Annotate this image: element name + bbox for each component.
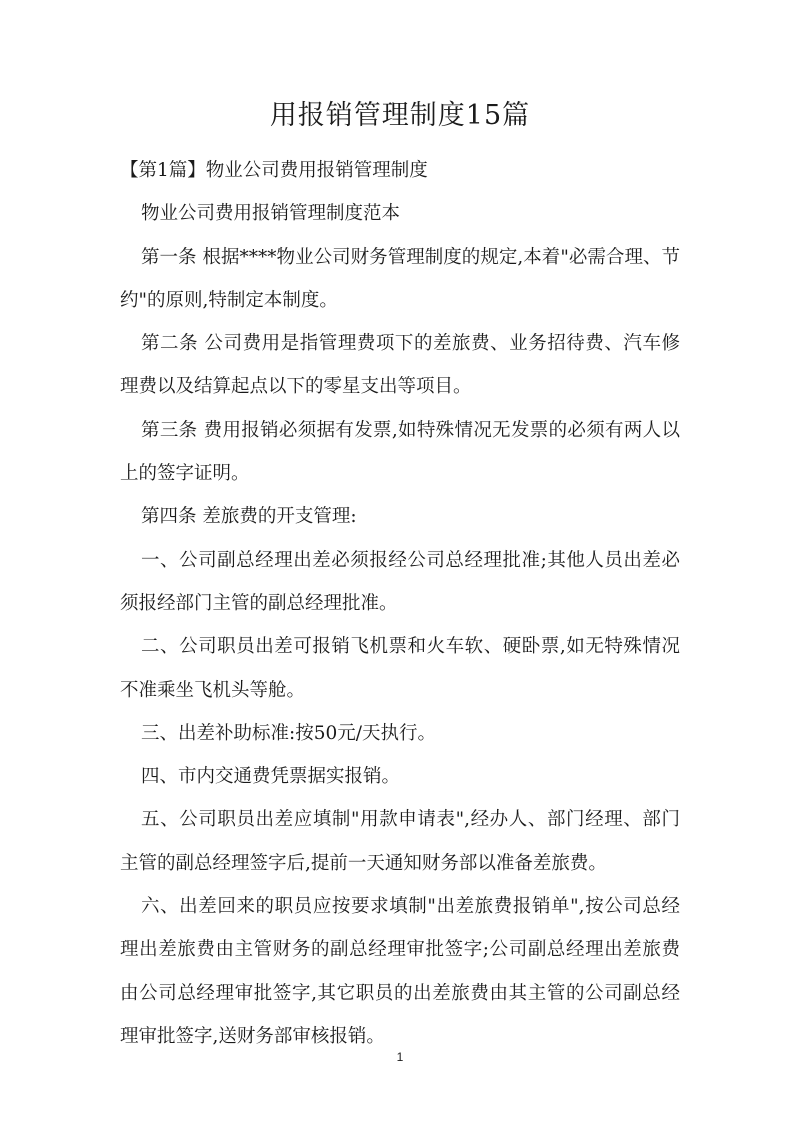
paragraph-item-4: 四、市内交通费凭票据实报销。	[141, 766, 401, 788]
paragraph-item-2: 二、公司职员出差可报销飞机票和火车软、硬卧票,如无特殊情况不准乘坐飞机头等舱。	[120, 636, 680, 701]
paragraph-article-4: 第四条 差旅费的开支管理:	[141, 506, 357, 528]
paragraph-item-6: 六、出差回来的职员应按要求填制"出差旅费报销单",按公司总经理出差旅费由主管财务的副总经理审批签字;公司副总经理出差旅费由公司总经理审批签字,其它职员的出差旅费由其主管的公司副总经理审批签字,送财务部审核报销。	[120, 896, 680, 1047]
paragraph-article-2: 第二条 公司费用是指管理费项下的差旅费、业务招待费、汽车修理费以及结算起点以下的零星支出等项目。	[120, 333, 680, 398]
section-heading: 【第1篇】物业公司费用报销管理制度	[120, 160, 428, 181]
page-number: 1	[396, 1050, 404, 1064]
paragraph-item-3: 三、出差补助标准:按50元/天执行。	[141, 722, 437, 744]
document-title: 用报销管理制度15篇	[269, 100, 531, 131]
paragraph-article-3: 第三条 费用报销必须据有发票,如特殊情况无发票的必须有两人以上的签字证明。	[120, 419, 680, 485]
paragraph-subtitle: 物业公司费用报销管理制度范本	[141, 203, 401, 225]
document-body	[120, 149, 680, 1058]
paragraph-article-1: 第一条 根据****物业公司财务管理制度的规定,本着"必需合理、节约"的原则,特制定本制度。	[120, 246, 680, 311]
paragraph-item-5: 五、公司职员出差应填制"用款申请表",经办人、部门经理、部门主管的副总经理签字后,提前一天通知财务部以准备差旅费。	[120, 809, 680, 874]
paragraph-item-1: 一、公司副总经理出差必须报经公司总经理批准;其他人员出差必须报经部门主管的副总经理批准。	[120, 549, 680, 614]
